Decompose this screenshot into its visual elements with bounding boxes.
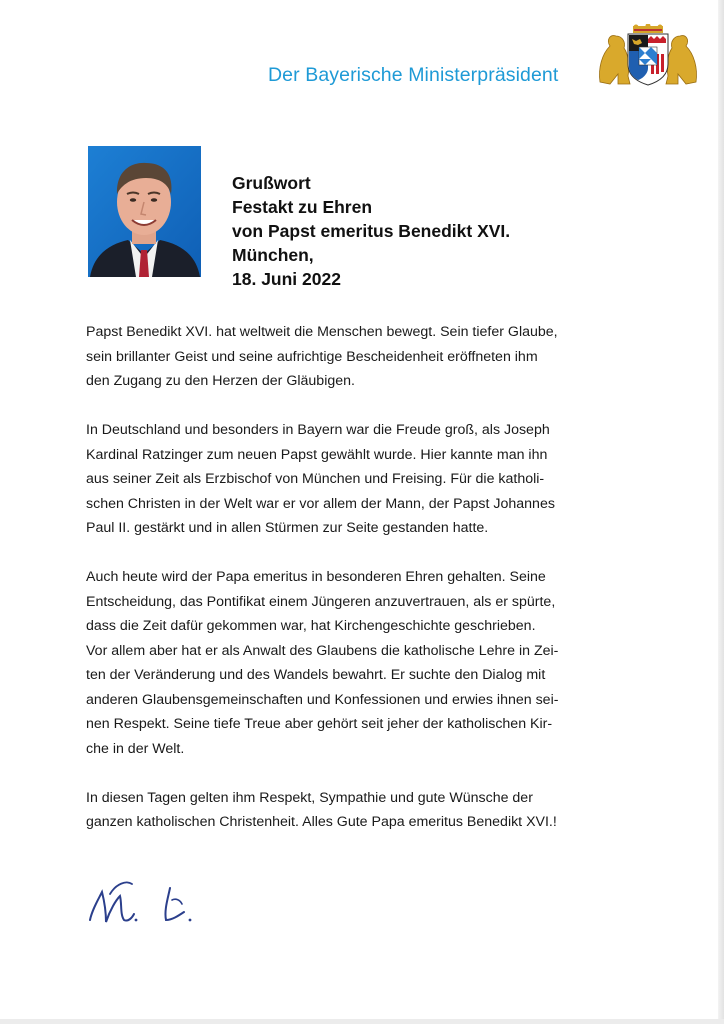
text-line: aus seiner Zeit als Erzbischof von München und Freising. Für die katholi-	[86, 471, 545, 487]
text-line: Vor allem aber hat er als Anwalt des Glaubens die katholische Lehre in Zei-	[86, 642, 559, 659]
paragraph-3	[86, 565, 586, 761]
paragraph-1	[86, 320, 586, 394]
text-line: den Zugang zu den Herzen der Gläubigen.	[86, 373, 355, 389]
heading-line-date: 18. Juni 2022	[232, 269, 341, 289]
text-line: dass die Zeit dafür gekommen war, hat Kirchengeschichte geschrieben.	[86, 618, 536, 634]
paragraph-2	[86, 418, 586, 541]
paragraph-4	[86, 786, 586, 835]
text-line: schen Christen in der Welt war er vor allem der Mann, der Papst Johannes	[86, 495, 555, 512]
text-line: nen Respekt. Seine tiefe Treue aber gehört seit jeher der katholischen Kir-	[86, 716, 553, 732]
bavarian-coat-of-arms-icon	[596, 24, 700, 88]
text-line: Paul II. gestärkt und in allen Stürmen zur Seite gestanden hatte.	[86, 520, 489, 536]
text-line: Papst Benedikt XVI. hat weltweit die Menschen bewegt. Sein tiefer Glaube,	[86, 324, 558, 340]
handwritten-signature-icon	[80, 870, 220, 940]
letter-heading	[232, 171, 510, 291]
heading-line-greeting: Grußwort	[232, 173, 311, 193]
text-line: Kardinal Ratzinger zum neuen Papst gewählt wurde. Hier kannte man ihn	[86, 446, 548, 463]
portrait-photo	[88, 146, 201, 277]
text-line: Auch heute wird der Papa emeritus in besonderen Ehren gehalten. Seine	[86, 569, 546, 585]
text-line: sein brillanter Geist und seine aufrichtige Bescheidenheit eröffneten ihm	[86, 348, 538, 365]
page-edge-shadow	[718, 0, 724, 1024]
text-line: In diesen Tagen gelten ihm Respekt, Sympathie und gute Wünsche der	[86, 789, 533, 806]
text-line: ten der Veränderung und des Wandels bewahrt. Er suchte den Dialog mit	[86, 667, 546, 683]
text-line: Entscheidung, das Pontifikat einem Jüngeren anzuvertrauen, als er spürte,	[86, 593, 556, 610]
heading-line-event: Festakt zu Ehren	[232, 197, 373, 217]
heading-line-honoree: von Papst emeritus Benedikt XVI.	[232, 221, 511, 241]
text-line: anderen Glaubensgemeinschaften und Konfessionen und erwies ihnen sei-	[86, 691, 559, 708]
text-line: che in der Welt.	[86, 740, 185, 757]
letter-body	[86, 320, 586, 859]
text-line: ganzen katholischen Christenheit. Alles Gute Papa emeritus Benedikt XVI.!	[86, 814, 557, 830]
page-edge-bottom	[0, 1019, 724, 1024]
heading-line-place: München,	[232, 245, 314, 265]
text-line: In Deutschland und besonders in Bayern war die Freude groß, als Joseph	[86, 422, 550, 438]
header-title: Der Bayerische Ministerpräsident	[268, 64, 559, 86]
